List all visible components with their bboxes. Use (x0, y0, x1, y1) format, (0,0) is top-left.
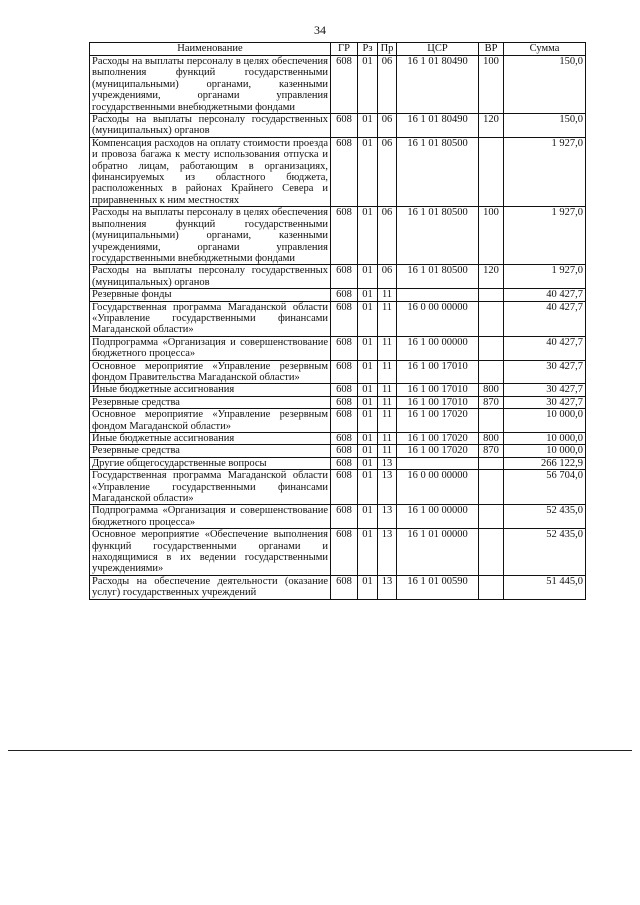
cell-vr (479, 336, 504, 360)
cell-rz: 01 (358, 470, 378, 505)
cell-rz: 01 (358, 384, 378, 396)
cell-csr: 16 1 00 00000 (397, 505, 479, 529)
cell-csr: 16 0 00 00000 (397, 470, 479, 505)
cell-vr: 870 (479, 445, 504, 457)
cell-vr (479, 289, 504, 301)
cell-gr: 608 (331, 529, 358, 576)
cell-gr: 608 (331, 445, 358, 457)
cell-rz: 01 (358, 360, 378, 384)
cell-sum: 1 927,0 (504, 207, 586, 265)
cell-vr: 100 (479, 207, 504, 265)
cell-gr: 608 (331, 396, 358, 408)
cell-pr: 06 (378, 207, 397, 265)
cell-pr: 11 (378, 301, 397, 336)
cell-sum: 30 427,7 (504, 360, 586, 384)
cell-pr: 11 (378, 360, 397, 384)
cell-csr: 16 1 01 00590 (397, 575, 479, 599)
cell-pr: 11 (378, 433, 397, 445)
cell-rz: 01 (358, 505, 378, 529)
cell-csr: 16 1 00 00000 (397, 336, 479, 360)
cell-pr: 13 (378, 457, 397, 469)
table-row (90, 384, 586, 396)
cell-rz: 01 (358, 336, 378, 360)
cell-rz: 01 (358, 575, 378, 599)
cell-name: Основное мероприятие «Управление резервным фондом Правительства Магаданской области» (90, 360, 331, 384)
cell-gr: 608 (331, 360, 358, 384)
cell-name: Другие общегосударственные вопросы (90, 457, 331, 469)
cell-vr: 870 (479, 396, 504, 408)
cell-gr: 608 (331, 457, 358, 469)
cell-gr: 608 (331, 409, 358, 433)
cell-name: Основное мероприятие «Обеспечение выполнения функций государственными органами и находящимися в их ведении государственными учреждениями» (90, 529, 331, 576)
page-bottom-rule (8, 750, 632, 751)
cell-sum: 1 927,0 (504, 137, 586, 206)
cell-sum: 56 704,0 (504, 470, 586, 505)
header-name: Наименование (90, 43, 331, 56)
cell-pr: 11 (378, 289, 397, 301)
cell-vr: 800 (479, 433, 504, 445)
cell-csr: 16 1 00 17010 (397, 384, 479, 396)
cell-sum: 30 427,7 (504, 384, 586, 396)
cell-sum: 150,0 (504, 114, 586, 138)
cell-vr (479, 409, 504, 433)
cell-vr: 100 (479, 56, 504, 114)
cell-sum: 10 000,0 (504, 433, 586, 445)
cell-csr: 16 0 00 00000 (397, 301, 479, 336)
cell-sum: 52 435,0 (504, 529, 586, 576)
cell-csr: 16 1 01 80490 (397, 56, 479, 114)
cell-pr: 13 (378, 505, 397, 529)
cell-sum: 30 427,7 (504, 396, 586, 408)
cell-csr: 16 1 01 80500 (397, 207, 479, 265)
cell-vr (479, 360, 504, 384)
table-row (90, 445, 586, 457)
cell-gr: 608 (331, 336, 358, 360)
cell-csr: 16 1 01 80490 (397, 114, 479, 138)
cell-sum: 51 445,0 (504, 575, 586, 599)
cell-pr: 11 (378, 409, 397, 433)
cell-name: Резервные средства (90, 396, 331, 408)
cell-sum: 10 000,0 (504, 445, 586, 457)
cell-rz: 01 (358, 445, 378, 457)
cell-gr: 608 (331, 207, 358, 265)
cell-pr: 13 (378, 575, 397, 599)
cell-rz: 01 (358, 207, 378, 265)
cell-csr: 16 1 00 17020 (397, 445, 479, 457)
cell-csr: 16 1 01 00000 (397, 529, 479, 576)
cell-csr: 16 1 01 80500 (397, 265, 479, 289)
cell-name: Расходы на обеспечение деятельности (оказание услуг) государственных учреждений (90, 575, 331, 599)
header-rz: Рз (358, 43, 378, 56)
cell-pr: 11 (378, 445, 397, 457)
cell-sum: 40 427,7 (504, 301, 586, 336)
table-row (90, 433, 586, 445)
cell-rz: 01 (358, 409, 378, 433)
table-row (90, 56, 586, 114)
table-row (90, 336, 586, 360)
cell-name: Государственная программа Магаданской области «Управление государственными финансами Магаданской области» (90, 470, 331, 505)
table-row (90, 575, 586, 599)
cell-pr: 06 (378, 56, 397, 114)
cell-name: Расходы на выплаты персоналу в целях обеспечения выполнения функций государственными (муниципальными) органами, казенными учреждениями, органами управления государственными внебюджетными фондами (90, 56, 331, 114)
table-row (90, 360, 586, 384)
cell-pr: 06 (378, 137, 397, 206)
cell-csr: 16 1 00 17010 (397, 360, 479, 384)
cell-sum: 40 427,7 (504, 289, 586, 301)
cell-csr: 16 1 01 80500 (397, 137, 479, 206)
cell-rz: 01 (358, 529, 378, 576)
cell-vr: 800 (479, 384, 504, 396)
table-row (90, 529, 586, 576)
cell-csr: 16 1 00 17020 (397, 433, 479, 445)
table-row (90, 114, 586, 138)
cell-gr: 608 (331, 137, 358, 206)
cell-name: Подпрограмма «Организация и совершенствование бюджетного процесса» (90, 336, 331, 360)
cell-vr (479, 137, 504, 206)
cell-sum: 1 927,0 (504, 265, 586, 289)
cell-rz: 01 (358, 114, 378, 138)
header-sum: Сумма (504, 43, 586, 56)
cell-gr: 608 (331, 505, 358, 529)
cell-csr (397, 457, 479, 469)
cell-sum: 10 000,0 (504, 409, 586, 433)
cell-sum: 266 122,9 (504, 457, 586, 469)
cell-rz: 01 (358, 56, 378, 114)
cell-pr: 06 (378, 265, 397, 289)
cell-gr: 608 (331, 289, 358, 301)
cell-name: Государственная программа Магаданской области «Управление государственными финансами Магаданской области» (90, 301, 331, 336)
table-body (90, 56, 586, 600)
cell-name: Иные бюджетные ассигнования (90, 384, 331, 396)
header-csr: ЦСР (397, 43, 479, 56)
cell-name: Подпрограмма «Организация и совершенствование бюджетного процесса» (90, 505, 331, 529)
cell-csr: 16 1 00 17020 (397, 409, 479, 433)
cell-name: Иные бюджетные ассигнования (90, 433, 331, 445)
cell-vr (479, 470, 504, 505)
cell-pr: 13 (378, 529, 397, 576)
cell-name: Основное мероприятие «Управление резервным фондом Магаданской области» (90, 409, 331, 433)
cell-name: Компенсация расходов на оплату стоимости проезда и провоза багажа к месту использования отпуска и обратно лицам, работающим в организациях, финансируемых из областного бюджета, расположенных в районах Крайнего Севера и приравненных к ним местностях (90, 137, 331, 206)
header-pr: Пр (378, 43, 397, 56)
cell-gr: 608 (331, 470, 358, 505)
cell-sum: 52 435,0 (504, 505, 586, 529)
cell-vr (479, 457, 504, 469)
cell-vr (479, 301, 504, 336)
budget-table (89, 42, 586, 600)
table-row (90, 137, 586, 206)
cell-csr (397, 289, 479, 301)
table-row (90, 396, 586, 408)
cell-rz: 01 (358, 301, 378, 336)
cell-rz: 01 (358, 396, 378, 408)
table-row (90, 207, 586, 265)
table-row (90, 301, 586, 336)
cell-name: Расходы на выплаты персоналу в целях обеспечения выполнения функций государственными (муниципальными) органами, казенными учреждениями, органами управления государственными внебюджетными фондами (90, 207, 331, 265)
cell-pr: 13 (378, 470, 397, 505)
cell-gr: 608 (331, 114, 358, 138)
table-row (90, 265, 586, 289)
cell-pr: 06 (378, 114, 397, 138)
table-row (90, 457, 586, 469)
cell-rz: 01 (358, 265, 378, 289)
cell-rz: 01 (358, 137, 378, 206)
cell-vr (479, 529, 504, 576)
cell-vr: 120 (479, 114, 504, 138)
table-row (90, 289, 586, 301)
cell-gr: 608 (331, 301, 358, 336)
table-row (90, 409, 586, 433)
cell-vr (479, 505, 504, 529)
cell-name: Резервные средства (90, 445, 331, 457)
cell-rz: 01 (358, 433, 378, 445)
cell-name: Резервные фонды (90, 289, 331, 301)
cell-name: Расходы на выплаты персоналу государственных (муниципальных) органов (90, 265, 331, 289)
cell-pr: 11 (378, 396, 397, 408)
cell-sum: 150,0 (504, 56, 586, 114)
cell-rz: 01 (358, 289, 378, 301)
cell-pr: 11 (378, 384, 397, 396)
cell-vr: 120 (479, 265, 504, 289)
page-number: 34 (314, 23, 326, 37)
cell-pr: 11 (378, 336, 397, 360)
cell-sum: 40 427,7 (504, 336, 586, 360)
table-header-row (90, 43, 586, 56)
table-row (90, 470, 586, 505)
cell-gr: 608 (331, 575, 358, 599)
cell-gr: 608 (331, 433, 358, 445)
cell-name: Расходы на выплаты персоналу государственных (муниципальных) органов (90, 114, 331, 138)
cell-gr: 608 (331, 56, 358, 114)
table-row (90, 505, 586, 529)
cell-gr: 608 (331, 384, 358, 396)
cell-vr (479, 575, 504, 599)
cell-gr: 608 (331, 265, 358, 289)
header-vr: ВР (479, 43, 504, 56)
cell-csr: 16 1 00 17010 (397, 396, 479, 408)
cell-rz: 01 (358, 457, 378, 469)
header-gr: ГР (331, 43, 358, 56)
